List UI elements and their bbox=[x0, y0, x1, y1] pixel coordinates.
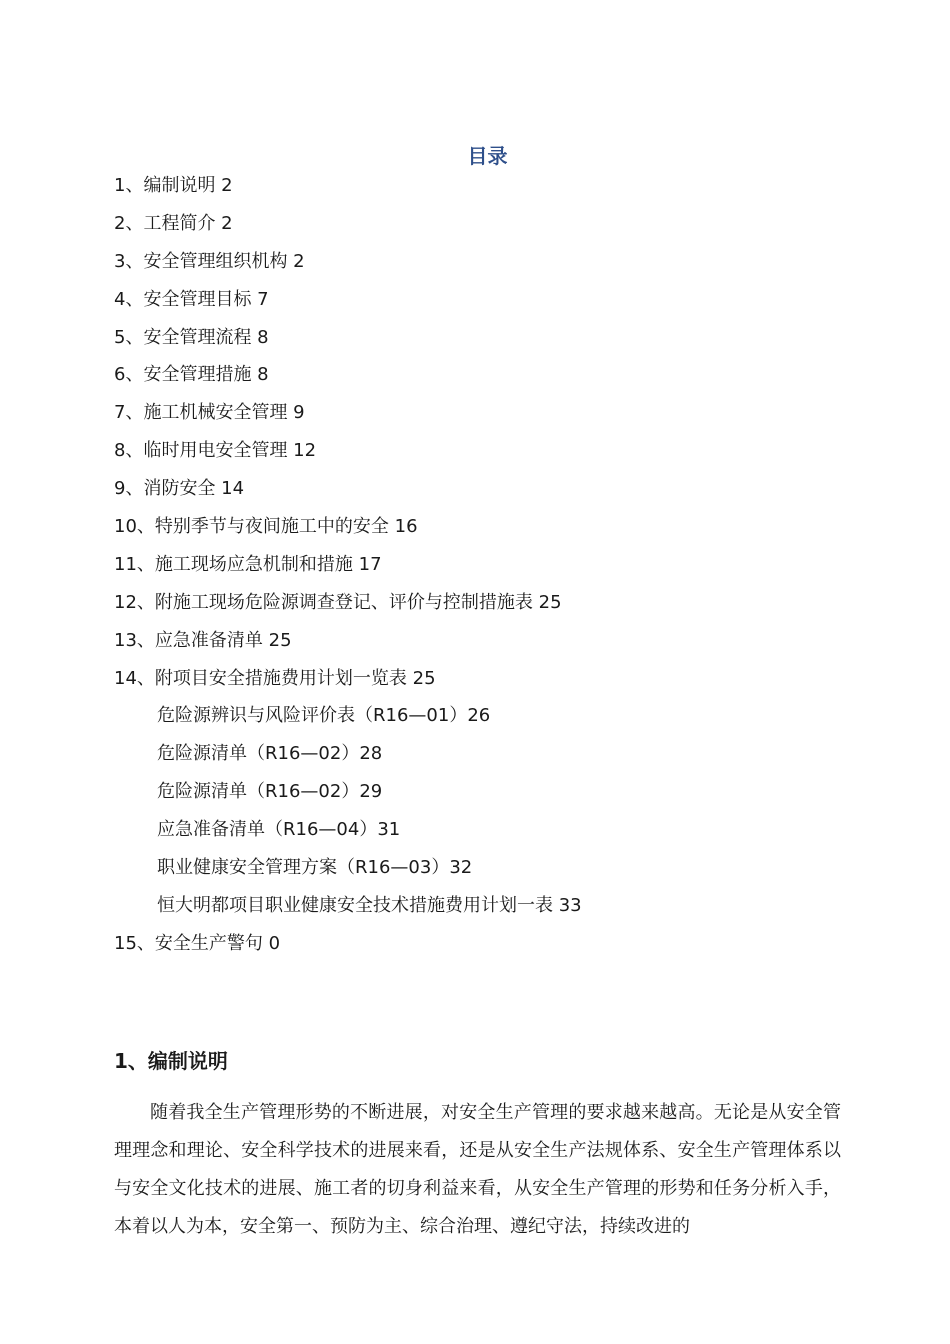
toc-entry[interactable]: 12、附施工现场危险源调查登记、评价与控制措施表 25 bbox=[114, 591, 562, 613]
toc-title: 目录 bbox=[467, 144, 508, 168]
toc-entry[interactable]: 10、特别季节与夜间施工中的安全 16 bbox=[114, 516, 418, 538]
toc-entry[interactable]: 1、编制说明 2 bbox=[114, 175, 233, 196]
toc-entry[interactable]: 15、安全生产警句 0 bbox=[114, 932, 281, 954]
toc-entry[interactable]: 14、附项目安全措施费用计划一览表 25 bbox=[114, 667, 436, 689]
toc-entry[interactable]: 8、临时用电安全管理 12 bbox=[114, 440, 317, 462]
toc-entry[interactable]: 恒大明都项目职业健康安全技术措施费用计划一表 33 bbox=[157, 894, 582, 916]
section-heading: 1、编制说明 bbox=[114, 1049, 228, 1073]
toc-entry[interactable]: 7、施工机械安全管理 9 bbox=[114, 402, 305, 424]
toc-entry[interactable]: 11、施工现场应急机制和措施 17 bbox=[114, 553, 382, 575]
toc-entry[interactable]: 4、安全管理目标 7 bbox=[114, 288, 269, 310]
toc-list bbox=[114, 172, 582, 968]
body-paragraph: 随着我全生产管理形势的不断进展，对安全生产管理的要求越来越高。无论是从安全管理理念和理论、安全科学技术的进展来看，还是从安全生产法规体系、安全生产管理体系以与安全文化技术的进展、施工者的切身利益来看，从安全生产管理的形势和任务分析入手，本着以人为本，安全第一、预防为主、综合治理、遵纪守法，持续改进的 bbox=[114, 1102, 841, 1237]
toc-entry[interactable]: 6、安全管理措施 8 bbox=[114, 364, 269, 386]
toc-entry[interactable]: 职业健康安全管理方案（R16—03）32 bbox=[157, 857, 473, 879]
toc-entry[interactable]: 危险源清单（R16—02）29 bbox=[157, 781, 383, 803]
toc-entry[interactable]: 13、应急准备清单 25 bbox=[114, 629, 292, 651]
toc-entry[interactable]: 危险源辨识与风险评价表（R16—01）26 bbox=[157, 705, 491, 727]
toc-entry[interactable]: 危险源清单（R16—02）28 bbox=[157, 743, 383, 765]
toc-entry[interactable]: 应急准备清单（R16—04）31 bbox=[157, 819, 401, 841]
toc-entry[interactable]: 3、安全管理组织机构 2 bbox=[114, 250, 305, 272]
toc-entry[interactable]: 9、消防安全 14 bbox=[114, 478, 245, 500]
toc-entry[interactable]: 2、工程简介 2 bbox=[114, 212, 233, 234]
toc-entry[interactable]: 5、安全管理流程 8 bbox=[114, 326, 269, 348]
